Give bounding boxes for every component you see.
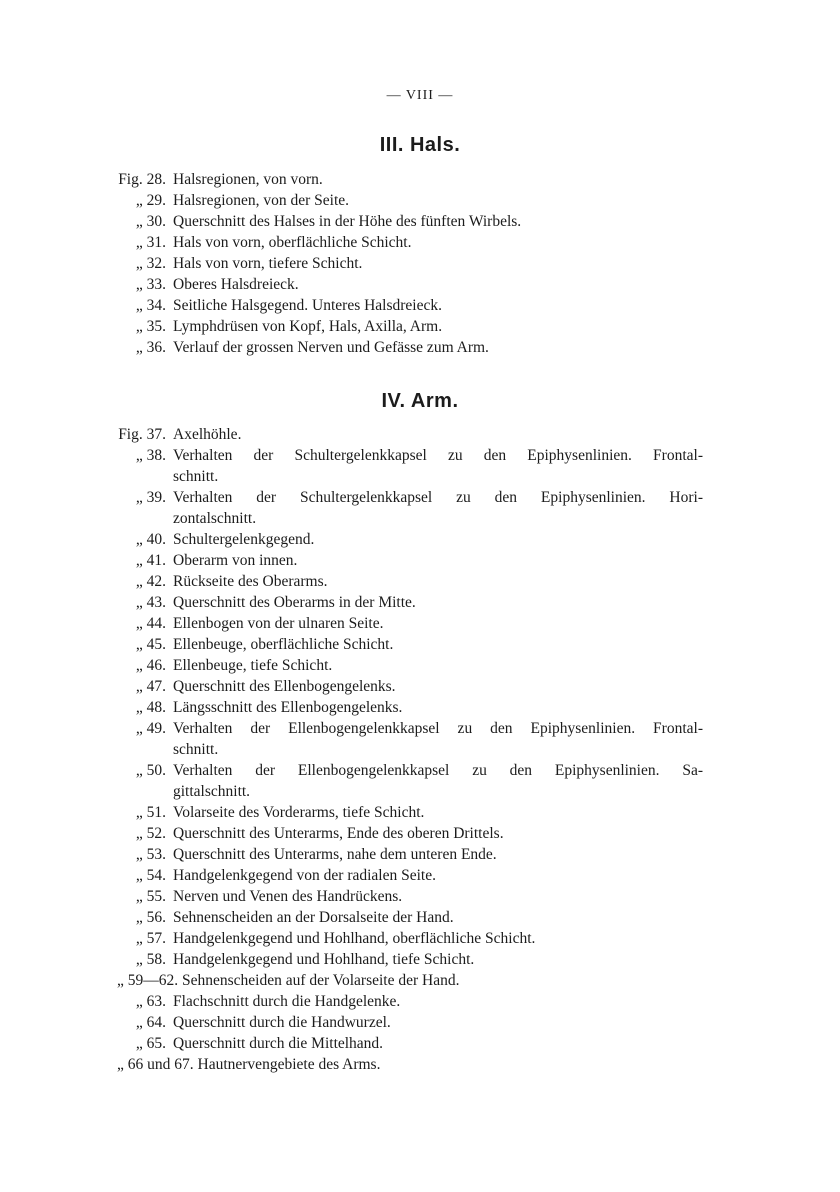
figure-caption: Ellenbogen von der ulnaren Seite.: [173, 615, 384, 632]
figure-entry: [0, 1012, 840, 1033]
figure-entry: [0, 991, 840, 1012]
figure-entry: [0, 445, 840, 487]
figure-entry: [0, 1033, 840, 1054]
figure-entry: [0, 928, 840, 949]
figure-entry: [0, 676, 840, 697]
figure-entry: [0, 487, 840, 529]
figure-number: „ 42.: [135, 573, 166, 590]
figure-number: „ 36.: [135, 339, 166, 356]
figure-caption: Ellenbeuge, tiefe Schicht.: [173, 657, 333, 674]
figure-number: „ 50.: [135, 762, 166, 779]
figure-entry: [0, 823, 840, 844]
figure-number: „ 45.: [135, 636, 166, 653]
figure-entry: [0, 949, 840, 970]
figure-caption: Hals von vorn, oberflächliche Schicht.: [173, 234, 412, 251]
section-heading-arm: IV. Arm.: [381, 390, 459, 412]
figure-number: Fig. 37.: [118, 426, 166, 443]
figure-caption: Nerven und Venen des Handrückens.: [173, 888, 403, 905]
figure-caption: Ellenbeuge, oberflächliche Schicht.: [173, 636, 394, 653]
figure-caption: Oberarm von innen.: [173, 552, 298, 569]
section-heading-hals: III. Hals.: [379, 134, 461, 156]
figure-entry: [0, 274, 840, 295]
figure-caption: Verhalten der Schultergelenkkapsel zu den Epiphysenlinien. Hori-: [173, 489, 703, 506]
figure-number: „ 35.: [135, 318, 166, 335]
figure-caption: Rückseite des Oberarms.: [173, 573, 328, 590]
figure-number: „ 32.: [135, 255, 166, 272]
figure-entry: [0, 1054, 840, 1075]
figure-caption: Handgelenkgegend und Hohlhand, oberflächliche Schicht.: [173, 930, 536, 947]
figure-entry: [0, 697, 840, 718]
figure-entry-text: [117, 1054, 380, 1075]
figure-caption: Querschnitt des Unterarms, Ende des oberen Drittels.: [173, 825, 504, 842]
figure-caption: Längsschnitt des Ellenbogengelenks.: [173, 699, 403, 716]
figure-entry-text: [117, 970, 460, 991]
figure-number: „ 41.: [135, 552, 166, 569]
figure-entry: [0, 253, 840, 274]
figure-number: „ 58.: [135, 951, 166, 968]
figure-caption: Schultergelenkgegend.: [173, 531, 315, 548]
figure-caption: Hautnervengebiete des Arms.: [197, 1056, 381, 1073]
figure-number: „ 44.: [135, 615, 166, 632]
figure-number: „ 55.: [135, 888, 166, 905]
figure-entry: [0, 970, 840, 991]
figure-caption: Querschnitt des Halses in der Höhe des fünften Wirbels.: [173, 213, 522, 230]
figure-number: „ 43.: [135, 594, 166, 611]
figure-caption: Lymphdrüsen von Kopf, Hals, Axilla, Arm.: [173, 318, 443, 335]
figure-entry: [0, 592, 840, 613]
figure-number: „ 49.: [135, 720, 166, 737]
figure-caption: Handgelenkgegend und Hohlhand, tiefe Schicht.: [173, 951, 475, 968]
figure-number: „ 40.: [135, 531, 166, 548]
figure-caption-continued: gittalschnitt.: [173, 783, 251, 800]
figure-entry: [0, 316, 840, 337]
figure-number: „ 54.: [135, 867, 166, 884]
figure-entry: [0, 865, 840, 886]
figure-number: „ 64.: [135, 1014, 166, 1031]
figure-number: „ 56.: [135, 909, 166, 926]
figure-caption: Volarseite des Vorderarms, tiefe Schicht.: [173, 804, 425, 821]
figure-caption: Querschnitt durch die Handwurzel.: [173, 1014, 391, 1031]
figure-number: „ 63.: [135, 993, 166, 1010]
figure-number: „ 65.: [135, 1035, 166, 1052]
figure-number: „ 59—62.: [117, 972, 183, 989]
figure-entry: [0, 613, 840, 634]
figure-caption: Verhalten der Ellenbogengelenkkapsel zu den Epiphysenlinien. Frontal-: [173, 720, 703, 737]
figure-number: „ 53.: [135, 846, 166, 863]
figure-caption: Sehnenscheiden auf der Volarseite der Hand.: [182, 972, 460, 989]
figure-caption: Verhalten der Schultergelenkkapsel zu den Epiphysenlinien. Frontal-: [173, 447, 703, 464]
figure-caption: Halsregionen, von vorn.: [173, 171, 323, 188]
figure-caption: Sehnenscheiden an der Dorsalseite der Hand.: [173, 909, 454, 926]
figure-entry: [0, 844, 840, 865]
figure-caption: Handgelenkgegend von der radialen Seite.: [173, 867, 436, 884]
figure-caption-continued: schnitt.: [173, 468, 219, 485]
figure-number: „ 46.: [135, 657, 166, 674]
figure-entry: [0, 907, 840, 928]
figure-entry: [0, 211, 840, 232]
figure-caption-continued: schnitt.: [173, 741, 219, 758]
figure-number: „ 48.: [135, 699, 166, 716]
figure-entry: [0, 760, 840, 802]
figure-number: „ 52.: [135, 825, 166, 842]
figure-entry: [0, 529, 840, 550]
figure-number: „ 31.: [135, 234, 166, 251]
figure-number: „ 29.: [135, 192, 166, 209]
figure-caption: Seitliche Halsgegend. Unteres Halsdreieck.: [173, 297, 443, 314]
figure-entry: [0, 232, 840, 253]
figure-entry: [0, 886, 840, 907]
figure-number: „ 57.: [135, 930, 166, 947]
figure-number: „ 38.: [135, 447, 166, 464]
figure-entry: [0, 718, 840, 760]
figure-number: „ 33.: [135, 276, 166, 293]
figure-caption: Verhalten der Ellenbogengelenkkapsel zu den Epiphysenlinien. Sa-: [173, 762, 703, 779]
figure-caption: Halsregionen, von der Seite.: [173, 192, 350, 209]
figure-caption: Flachschnitt durch die Handgelenke.: [173, 993, 401, 1010]
figure-number: „ 39.: [135, 489, 166, 506]
figure-caption: Verlauf der grossen Nerven und Gefässe zum Arm.: [173, 339, 489, 356]
figure-entry: [0, 571, 840, 592]
figure-caption: Querschnitt des Ellenbogengelenks.: [173, 678, 396, 695]
figure-caption: Querschnitt des Unterarms, nahe dem unteren Ende.: [173, 846, 497, 863]
figure-number: „ 34.: [135, 297, 166, 314]
figure-entry: [0, 424, 840, 445]
figure-caption: Hals von vorn, tiefere Schicht.: [173, 255, 363, 272]
figure-entry: [0, 655, 840, 676]
figure-number: „ 47.: [135, 678, 166, 695]
section-list-hals: [0, 169, 840, 358]
figure-number: „ 30.: [135, 213, 166, 230]
page-number: — VIII —: [386, 88, 454, 103]
figure-caption: Oberes Halsdreieck.: [173, 276, 299, 293]
figure-entry: [0, 295, 840, 316]
figure-entry: [0, 634, 840, 655]
section-list-arm: [0, 424, 840, 1075]
figure-entry: [0, 337, 840, 358]
figure-entry: [0, 169, 840, 190]
figure-number: Fig. 28.: [118, 171, 166, 188]
figure-entry: [0, 190, 840, 211]
figure-caption: Querschnitt des Oberarms in der Mitte.: [173, 594, 416, 611]
figure-caption-continued: zontalschnitt.: [173, 510, 257, 527]
figure-entry: [0, 550, 840, 571]
figure-number: „ 66 und 67.: [117, 1056, 198, 1073]
figure-caption: Querschnitt durch die Mittelhand.: [173, 1035, 384, 1052]
figure-entry: [0, 802, 840, 823]
figure-caption: Axelhöhle.: [173, 426, 242, 443]
figure-number: „ 51.: [135, 804, 166, 821]
